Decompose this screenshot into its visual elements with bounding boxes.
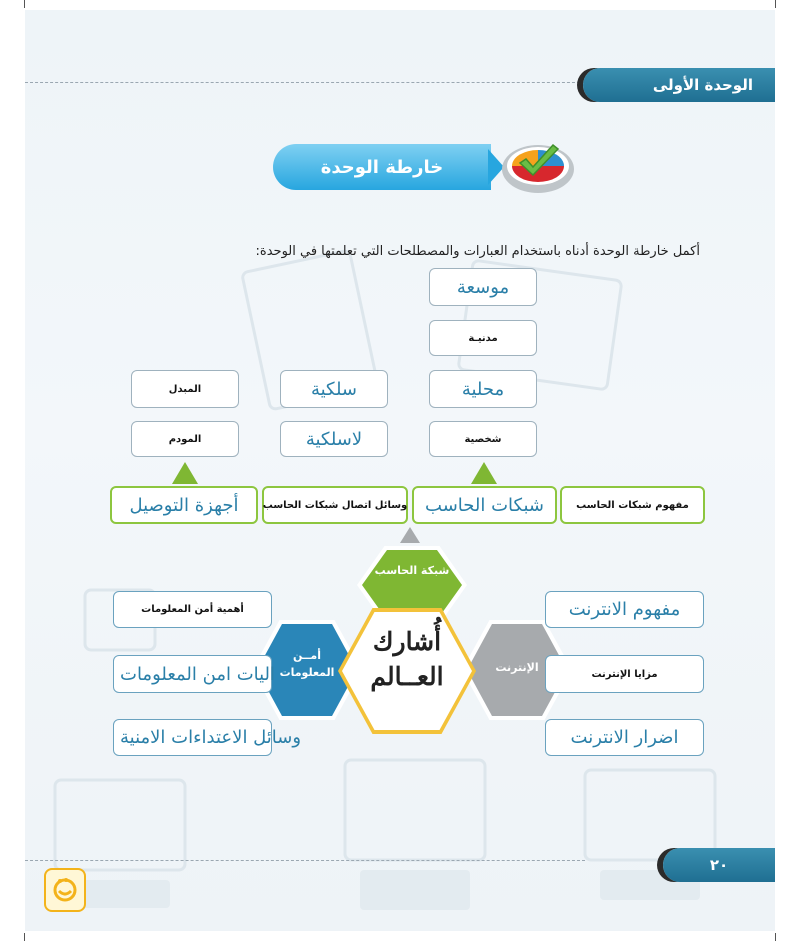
page-number: ٢٠ xyxy=(709,856,729,874)
networks-connector-icon xyxy=(471,462,497,484)
branch-connection-devices: أجهزة التوصيل xyxy=(110,486,258,524)
connection-wired: سلكية xyxy=(280,370,388,408)
security-mechanisms: اليات امن المعلومات xyxy=(113,655,272,693)
branch-network-concept: مفهوم شبكات الحاسب xyxy=(560,486,705,524)
checkmark-emblem-icon xyxy=(498,135,578,197)
security-attacks: وسائل الاعتداءات الامنية xyxy=(113,719,272,756)
branch-computer-networks: شبكات الحاسب xyxy=(412,486,557,524)
internet-concept: مفهوم الانترنت xyxy=(545,591,704,628)
instruction-text: أكمل خارطة الوحدة أدناه باستخدام العبارات والمصطلحات التي تعلمتها في الوحدة: xyxy=(255,244,700,259)
hex-computer-network-label: شبكة الحاسب xyxy=(374,564,450,577)
unit-map-title xyxy=(273,144,491,190)
title-text: خارطة الوحدة xyxy=(320,156,444,178)
top-divider xyxy=(25,82,585,83)
center-title-line1: أُشارك xyxy=(372,627,442,656)
unit-label: الوحدة الأولى xyxy=(652,76,753,94)
networks-wide-area: موسعة xyxy=(429,268,537,306)
connection-wireless: لاسلكية xyxy=(280,421,388,457)
hex-internet-label: الإنترنت xyxy=(495,661,539,674)
internet-benefits: مزايا الإنترنت xyxy=(545,655,704,693)
security-importance: أهمية أمن المعلومات xyxy=(113,591,272,628)
branch-network-connection-means: وسائل اتصال شبكات الحاسب xyxy=(262,486,408,524)
hex-info-security-label: أمــن المعلومات xyxy=(279,649,335,679)
center-title-line2: العــالم xyxy=(370,662,444,691)
networks-personal: شخصية xyxy=(429,421,537,457)
networks-local: محلية xyxy=(429,370,537,408)
center-title xyxy=(344,624,470,694)
device-modem: المودم xyxy=(131,421,239,457)
publisher-logo-icon xyxy=(44,868,86,912)
internet-harms: اضرار الانترنت xyxy=(545,719,704,756)
bottom-divider xyxy=(25,860,585,861)
hex-connector-icon xyxy=(400,527,420,543)
page-number-tab xyxy=(663,848,775,882)
device-switch: المبدل xyxy=(131,370,239,408)
networks-metropolitan: مدنيـة xyxy=(429,320,537,356)
unit-tab xyxy=(583,68,775,102)
devices-connector-icon xyxy=(172,462,198,484)
